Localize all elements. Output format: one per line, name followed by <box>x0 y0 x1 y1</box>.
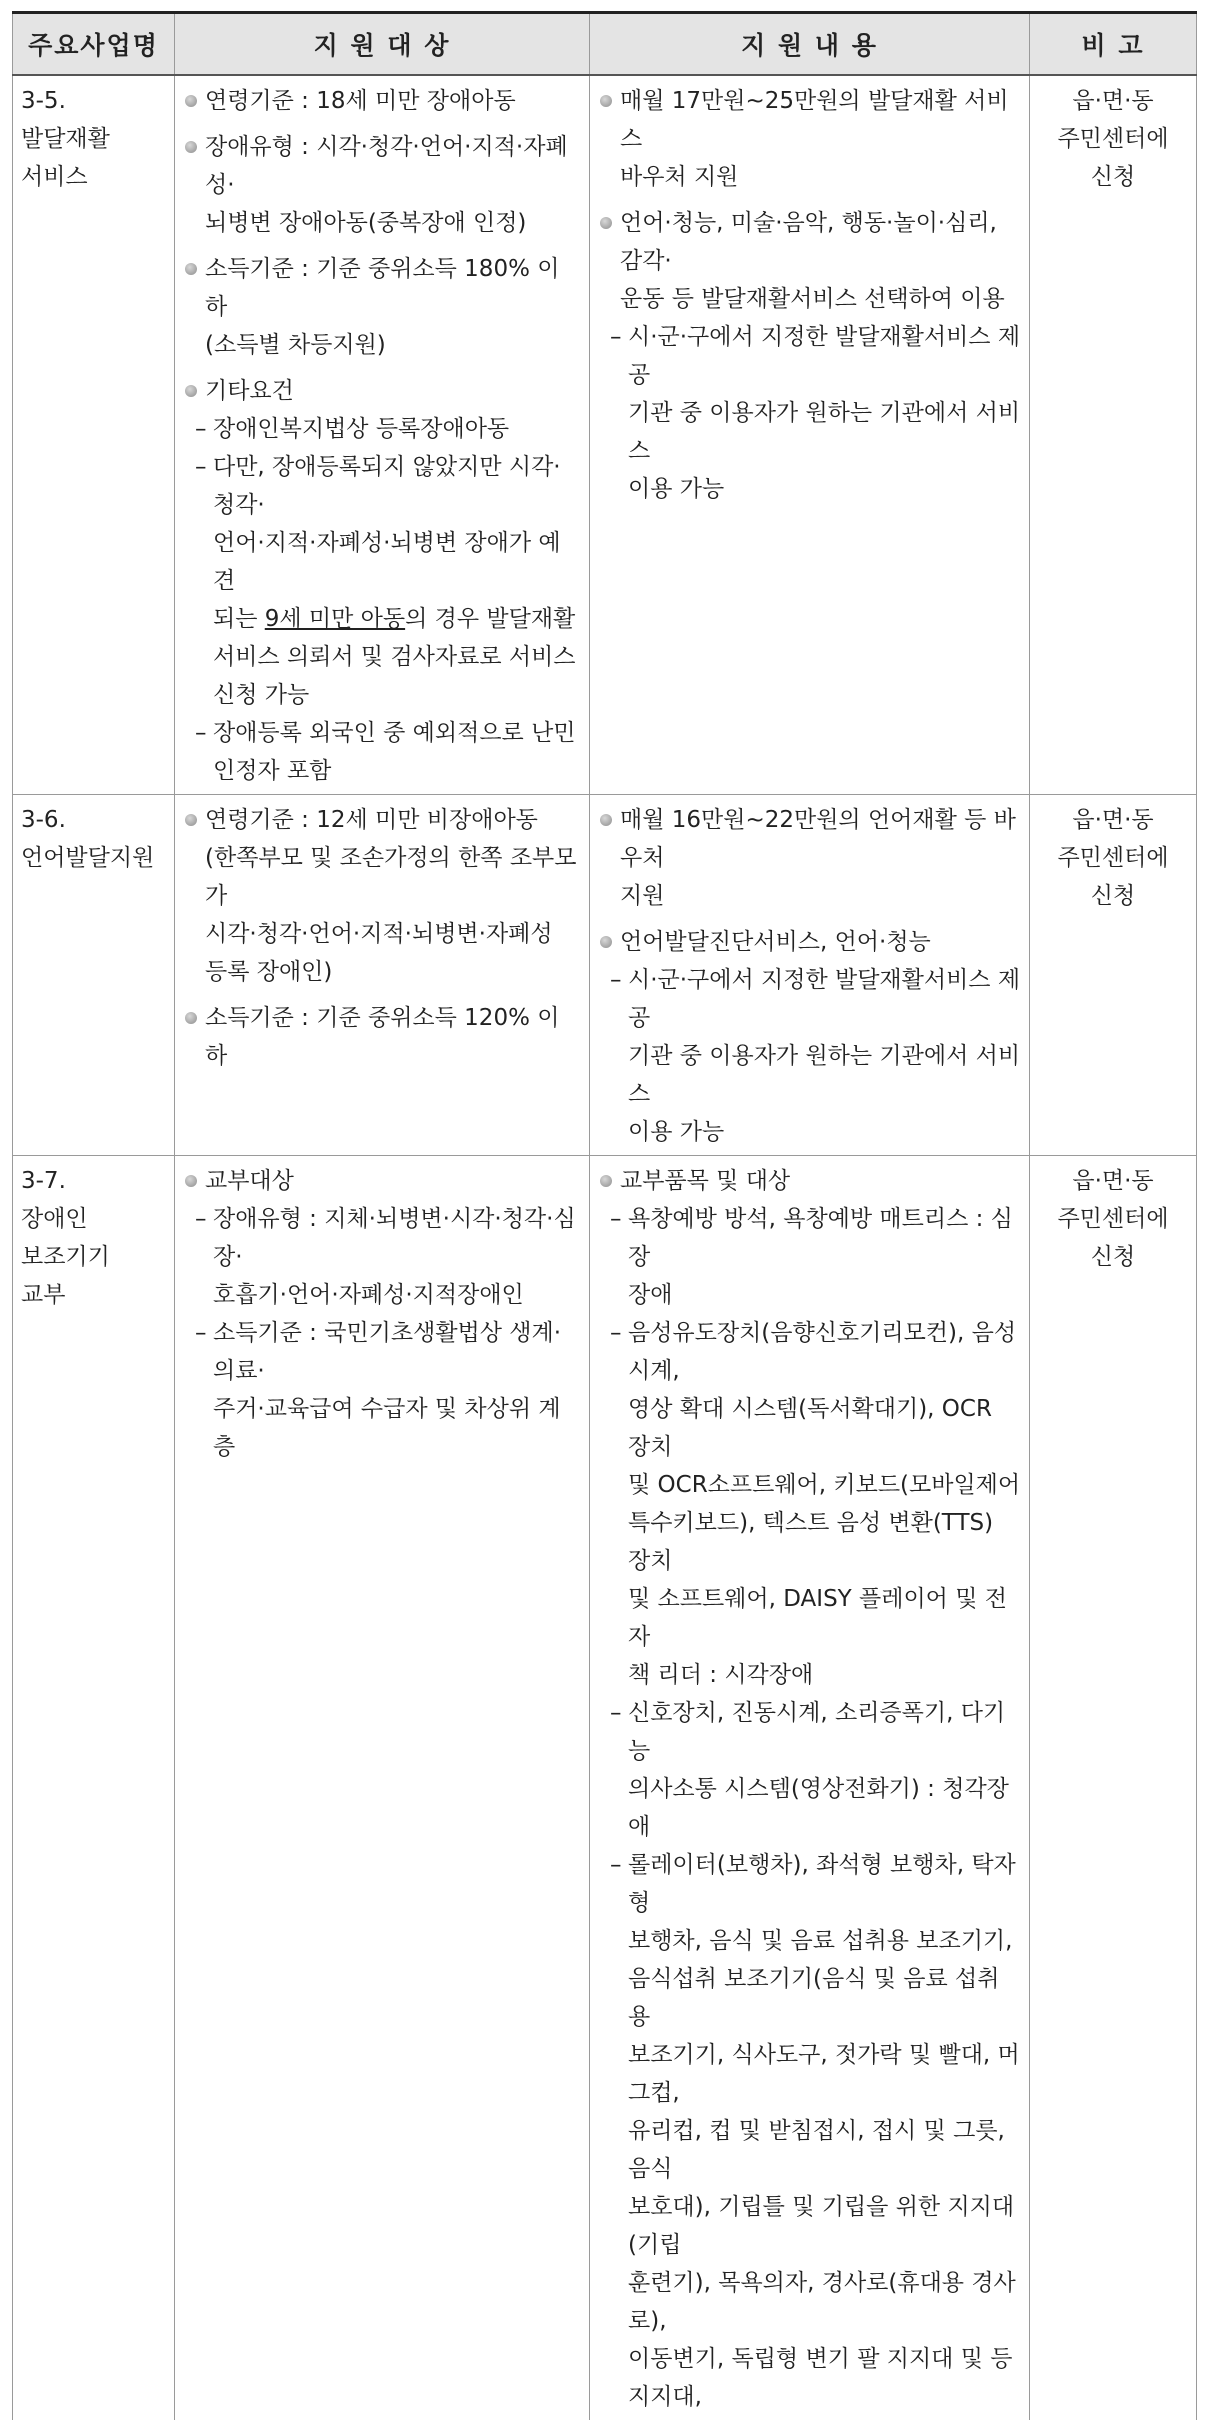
bullet-item <box>598 1162 1021 1200</box>
program-name-cell <box>13 1156 175 2420</box>
text-line: 책 리더 : 시각장애 <box>628 1656 1021 1694</box>
content-cell <box>590 795 1030 1156</box>
note-line: 주민센터에 <box>1038 1200 1188 1238</box>
text-line: 기타요건 <box>205 372 581 410</box>
text-line: 교부품목 및 대상 <box>620 1162 1021 1200</box>
program-name-line: 교부 <box>21 1276 166 1314</box>
text-line: 장애유형 : 시각·청각·언어·지적·자폐성· <box>205 128 581 204</box>
bullet-item <box>183 999 581 1075</box>
underlined-text: 9세 미만 아동 <box>265 606 405 632</box>
text-line: (한쪽부모 및 조손가정의 한쪽 조부모가 <box>205 839 581 915</box>
note-line: 신청 <box>1038 877 1188 915</box>
bullet-item <box>183 82 581 120</box>
bullet-item <box>598 82 1021 196</box>
text-line: 유리컵, 컵 및 받침접시, 접시 및 그릇, 음식 <box>628 2112 1021 2188</box>
table-row <box>13 1156 1197 2420</box>
text-line: 지원 <box>620 877 1021 915</box>
text-line: 및 OCR소프트웨어, 키보드(모바일제어 <box>628 1466 1021 1504</box>
text-line: 매월 17만원~25만원의 발달재활 서비스 <box>620 82 1021 158</box>
text-line: – 시·군·구에서 지정한 발달재활서비스 제공 <box>628 318 1021 394</box>
text-line: 장애 <box>628 1276 1021 1314</box>
dash-item <box>598 318 1021 508</box>
text-line: 영상 확대 시스템(독서확대기), OCR 장치 <box>628 1390 1021 1466</box>
dash-item <box>183 1314 581 1466</box>
note-line: 주민센터에 <box>1038 839 1188 877</box>
table-header-row <box>13 13 1197 76</box>
text-line: 인정자 포함 <box>213 752 581 790</box>
dash-item <box>183 410 581 448</box>
text-line: – 시·군·구에서 지정한 발달재활서비스 제공 <box>628 961 1021 1037</box>
header-program-name: 주요사업명 <box>13 13 175 76</box>
text-line: 언어·청능, 미술·음악, 행동·놀이·심리, 감각· <box>620 204 1021 280</box>
text-line: 기관 중 이용자가 원하는 기관에서 서비스 <box>628 1037 1021 1113</box>
dash-item <box>598 1200 1021 1314</box>
program-name-line: 보조기기 <box>21 1238 166 1276</box>
text-line: – 장애인복지법상 등록장애아동 <box>213 410 581 448</box>
text-line: – 장애등록 외국인 중 예외적으로 난민 <box>213 714 581 752</box>
text-line: 이용 가능 <box>628 470 1021 508</box>
text-line: 바우처 지원 <box>620 158 1021 196</box>
bullet-item <box>183 250 581 364</box>
text-line: 보조기기, 식사도구, 젓가락 및 빨대, 머그컵, <box>628 2036 1021 2112</box>
text-line: 등록 장애인) <box>205 953 581 991</box>
text-line: 소득기준 : 기준 중위소득 120% 이하 <box>205 999 581 1075</box>
program-name-line: 3-7. <box>21 1162 166 1200</box>
text-line: 소득기준 : 기준 중위소득 180% 이하 <box>205 250 581 326</box>
support-program-table <box>12 11 1197 2420</box>
content-cell <box>590 1156 1030 2420</box>
text-line: – 롤레이터(보행차), 좌석형 보행차, 탁자형 <box>628 1846 1021 1922</box>
program-name-line: 3-5. <box>21 82 166 120</box>
program-name-line: 서비스 <box>21 158 166 196</box>
text-line: – 다만, 장애등록되지 않았지만 시각·청각· <box>213 448 581 524</box>
dash-item <box>183 1200 581 1314</box>
bullet-item <box>598 801 1021 915</box>
program-name-line: 언어발달지원 <box>21 839 166 877</box>
program-table-container <box>12 11 1196 2420</box>
bullet-item <box>183 801 581 991</box>
dash-item <box>183 714 581 790</box>
text-line: 및 소프트웨어, DAISY 플레이어 및 전자 <box>628 1580 1021 1656</box>
note-line: 읍·면·동 <box>1038 1162 1188 1200</box>
table-row <box>13 795 1197 1156</box>
text-line: 보호대), 기립틀 및 기립을 위한 지지대(기립 <box>628 2188 1021 2264</box>
header-target: 지 원 대 상 <box>175 13 590 76</box>
header-content: 지 원 내 용 <box>590 13 1030 76</box>
text-line: – 욕창예방 방석, 욕창예방 매트리스 : 심장 <box>628 1200 1021 1276</box>
text-line: 호흡기·언어·자폐성·지적장애인 <box>213 1276 581 1314</box>
note-line: 신청 <box>1038 158 1188 196</box>
program-name-cell <box>13 795 175 1156</box>
text-line: 이동변기, 독립형 변기 팔 지지대 및 등지지대, <box>628 2340 1021 2416</box>
dash-item <box>598 1846 1021 2416</box>
text-line: 언어·지적·자폐성·뇌병변 장애가 예견 <box>213 524 581 600</box>
bullet-item <box>183 372 581 410</box>
text-line: 서비스 의뢰서 및 검사자료로 서비스 <box>213 638 581 676</box>
text-line: 연령기준 : 18세 미만 장애아동 <box>205 82 581 120</box>
text-line: 뇌병변 장애아동(중복장애 인정) <box>205 204 581 242</box>
bullet-item <box>183 128 581 242</box>
text-line: 운동 등 발달재활서비스 선택하여 이용 <box>620 280 1021 318</box>
text-line: 기관 중 이용자가 원하는 기관에서 서비스 <box>628 394 1021 470</box>
target-cell <box>175 1156 590 2420</box>
text-line: 언어발달진단서비스, 언어·청능 <box>620 923 1021 961</box>
text-line: 의사소통 시스템(영상전화기) : 청각장애 <box>628 1770 1021 1846</box>
program-name-line: 발달재활 <box>21 120 166 158</box>
dash-item <box>183 448 581 714</box>
text-line: 음식섭취 보조기기(음식 및 음료 섭취용 <box>628 1960 1021 2036</box>
text-span: 의 경우 발달재활 <box>405 606 575 632</box>
bullet-item <box>598 923 1021 961</box>
text-line: – 장애유형 : 지체·뇌병변·시각·청각·심장· <box>213 1200 581 1276</box>
note-cell <box>1030 1156 1197 2420</box>
note-cell <box>1030 75 1197 795</box>
header-note: 비 고 <box>1030 13 1197 76</box>
target-cell <box>175 75 590 795</box>
note-cell <box>1030 795 1197 1156</box>
dash-item <box>598 1694 1021 1846</box>
text-line: 보행차, 음식 및 음료 섭취용 보조기기, <box>628 1922 1021 1960</box>
note-line: 주민센터에 <box>1038 120 1188 158</box>
text-line: 교부대상 <box>205 1162 581 1200</box>
text-line: (소득별 차등지원) <box>205 326 581 364</box>
dash-item <box>598 1314 1021 1694</box>
text-line: 주거·교육급여 수급자 및 차상위 계층 <box>213 1390 581 1466</box>
program-name-line: 장애인 <box>21 1200 166 1238</box>
text-line: – 소득기준 : 국민기초생활법상 생계·의료· <box>213 1314 581 1390</box>
note-line: 신청 <box>1038 1238 1188 1276</box>
content-cell <box>590 75 1030 795</box>
text-span: 되는 <box>213 606 265 632</box>
dash-item <box>598 961 1021 1151</box>
program-name-line: 3-6. <box>21 801 166 839</box>
text-line: – 음성유도장치(음향신호기리모컨), 음성시계, <box>628 1314 1021 1390</box>
bullet-item <box>183 1162 581 1200</box>
text-line: 연령기준 : 12세 미만 비장애아동 <box>205 801 581 839</box>
text-line <box>213 600 581 638</box>
text-line: 훈련기), 목욕의자, 경사로(휴대용 경사로), <box>628 2264 1021 2340</box>
text-line: 신청 가능 <box>213 676 581 714</box>
text-line: 이용 가능 <box>628 1113 1021 1151</box>
note-line: 읍·면·동 <box>1038 801 1188 839</box>
text-line: – 신호장치, 진동시계, 소리증폭기, 다기능 <box>628 1694 1021 1770</box>
text-line: 특수키보드), 텍스트 음성 변환(TTS) 장치 <box>628 1504 1021 1580</box>
target-cell <box>175 795 590 1156</box>
table-row <box>13 75 1197 795</box>
bullet-item <box>598 204 1021 318</box>
program-name-cell <box>13 75 175 795</box>
text-line: 시각·청각·언어·지적·뇌병변·자폐성 <box>205 915 581 953</box>
note-line: 읍·면·동 <box>1038 82 1188 120</box>
text-line: 매월 16만원~22만원의 언어재활 등 바우처 <box>620 801 1021 877</box>
